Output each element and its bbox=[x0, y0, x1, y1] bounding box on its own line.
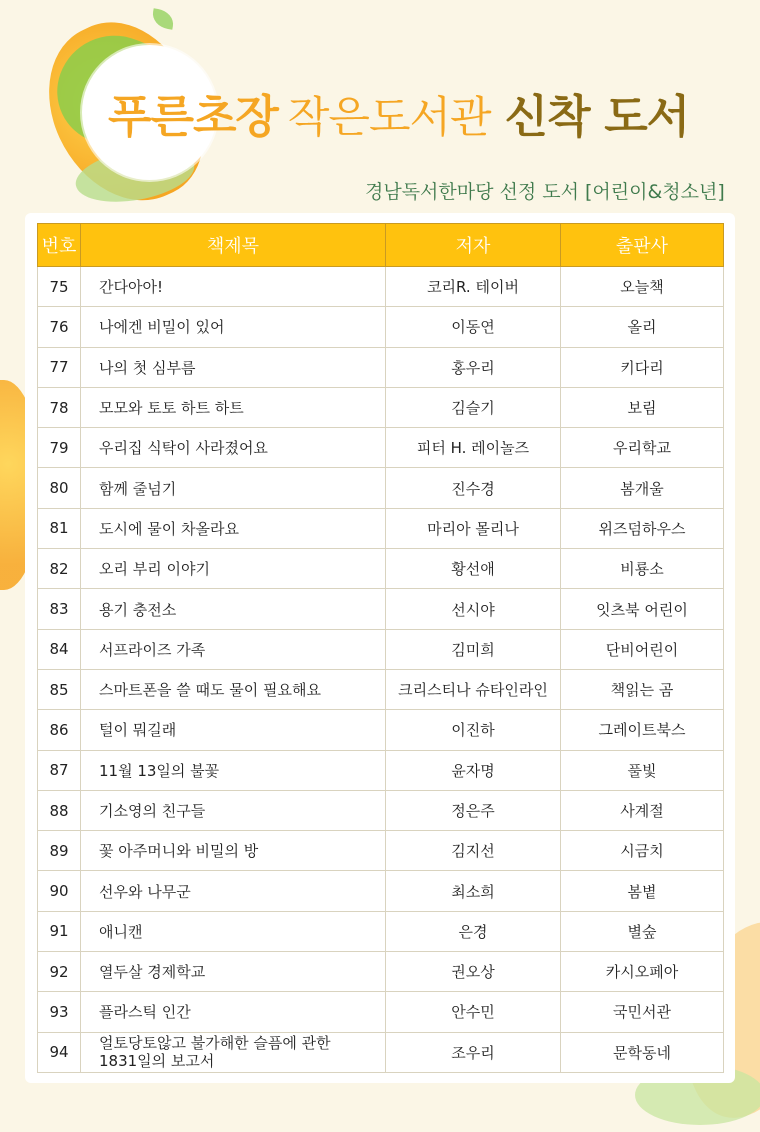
book-title: 간다아아! bbox=[81, 267, 386, 307]
book-publisher: 책읽는 곰 bbox=[561, 669, 724, 709]
book-title: 함께 줄넘기 bbox=[81, 468, 386, 508]
book-author: 김미희 bbox=[386, 629, 561, 669]
book-publisher: 단비어린이 bbox=[561, 629, 724, 669]
book-title: 얼토당토않고 불가해한 슬픔에 관한 1831일의 보고서 bbox=[81, 1032, 386, 1072]
book-publisher: 올리 bbox=[561, 307, 724, 347]
book-number: 88 bbox=[38, 790, 81, 830]
book-author: 정은주 bbox=[386, 790, 561, 830]
table-header-row bbox=[38, 224, 724, 267]
book-publisher: 잇츠북 어린이 bbox=[561, 589, 724, 629]
book-title: 스마트폰을 쓸 때도 물이 필요해요 bbox=[81, 669, 386, 709]
title-library-type: 작은도서관 bbox=[287, 93, 491, 143]
book-number: 82 bbox=[38, 549, 81, 589]
book-number: 80 bbox=[38, 468, 81, 508]
title-library-name: 푸른초장 bbox=[108, 90, 278, 143]
table-row bbox=[38, 428, 724, 468]
book-number: 92 bbox=[38, 952, 81, 992]
book-number: 81 bbox=[38, 508, 81, 548]
book-number: 86 bbox=[38, 710, 81, 750]
book-publisher: 키다리 bbox=[561, 347, 724, 387]
book-number: 94 bbox=[38, 1032, 81, 1072]
book-title: 털이 뭐길래 bbox=[81, 710, 386, 750]
book-author: 김지선 bbox=[386, 831, 561, 871]
book-title: 플라스틱 인간 bbox=[81, 992, 386, 1032]
table-row bbox=[38, 911, 724, 951]
book-title: 열두살 경제학교 bbox=[81, 952, 386, 992]
book-author: 코리R. 테이버 bbox=[386, 267, 561, 307]
book-title: 오리 부리 이야기 bbox=[81, 549, 386, 589]
book-author: 윤자명 bbox=[386, 750, 561, 790]
book-author: 진수경 bbox=[386, 468, 561, 508]
book-number: 84 bbox=[38, 629, 81, 669]
table-row bbox=[38, 831, 724, 871]
book-table bbox=[37, 223, 724, 1073]
book-number: 75 bbox=[38, 267, 81, 307]
book-number: 78 bbox=[38, 387, 81, 427]
book-number: 77 bbox=[38, 347, 81, 387]
column-header-title: 책제목 bbox=[81, 224, 386, 267]
table-row bbox=[38, 307, 724, 347]
table-row bbox=[38, 347, 724, 387]
book-number: 87 bbox=[38, 750, 81, 790]
book-publisher: 보림 bbox=[561, 387, 724, 427]
book-publisher: 위즈덤하우스 bbox=[561, 508, 724, 548]
book-number: 89 bbox=[38, 831, 81, 871]
book-title: 선우와 나무군 bbox=[81, 871, 386, 911]
book-title: 도시에 물이 차올라요 bbox=[81, 508, 386, 548]
book-publisher: 오늘책 bbox=[561, 267, 724, 307]
book-author: 최소희 bbox=[386, 871, 561, 911]
table-row bbox=[38, 267, 724, 307]
table-row bbox=[38, 468, 724, 508]
book-publisher: 봄개울 bbox=[561, 468, 724, 508]
book-number: 93 bbox=[38, 992, 81, 1032]
decor-leaf bbox=[151, 8, 176, 30]
book-title: 나의 첫 심부름 bbox=[81, 347, 386, 387]
table-body bbox=[38, 267, 724, 1073]
book-author: 이진하 bbox=[386, 710, 561, 750]
book-author: 은경 bbox=[386, 911, 561, 951]
book-publisher: 풀빛 bbox=[561, 750, 724, 790]
book-author: 홍우리 bbox=[386, 347, 561, 387]
book-number: 76 bbox=[38, 307, 81, 347]
book-number: 90 bbox=[38, 871, 81, 911]
book-author: 피터 H. 레이놀즈 bbox=[386, 428, 561, 468]
table-row bbox=[38, 549, 724, 589]
book-author: 안수민 bbox=[386, 992, 561, 1032]
book-author: 김슬기 bbox=[386, 387, 561, 427]
table-row bbox=[38, 629, 724, 669]
book-publisher: 사계절 bbox=[561, 790, 724, 830]
table-row bbox=[38, 871, 724, 911]
book-title: 기소영의 친구들 bbox=[81, 790, 386, 830]
book-title: 모모와 토토 하트 하트 bbox=[81, 387, 386, 427]
title-new-books: 신착 도서 bbox=[504, 90, 690, 143]
book-publisher: 별숲 bbox=[561, 911, 724, 951]
column-header-author: 저자 bbox=[386, 224, 561, 267]
table-row bbox=[38, 669, 724, 709]
book-author: 권오상 bbox=[386, 952, 561, 992]
book-author: 크리스티나 슈타인라인 bbox=[386, 669, 561, 709]
book-publisher: 비룡소 bbox=[561, 549, 724, 589]
book-author: 이동연 bbox=[386, 307, 561, 347]
book-number: 83 bbox=[38, 589, 81, 629]
book-author: 황선애 bbox=[386, 549, 561, 589]
book-publisher: 국민서관 bbox=[561, 992, 724, 1032]
table-row bbox=[38, 790, 724, 830]
table-row bbox=[38, 1032, 724, 1072]
table-row bbox=[38, 710, 724, 750]
column-header-number: 번호 bbox=[38, 224, 81, 267]
book-author: 마리아 몰리나 bbox=[386, 508, 561, 548]
table-row bbox=[38, 992, 724, 1032]
table-row bbox=[38, 750, 724, 790]
book-number: 79 bbox=[38, 428, 81, 468]
book-title: 용기 충전소 bbox=[81, 589, 386, 629]
book-publisher: 카시오페아 bbox=[561, 952, 724, 992]
book-publisher: 그레이트북스 bbox=[561, 710, 724, 750]
book-title: 우리집 식탁이 사라졌어요 bbox=[81, 428, 386, 468]
book-publisher: 시금치 bbox=[561, 831, 724, 871]
page-title bbox=[108, 80, 689, 145]
book-title: 꽃 아주머니와 비밀의 방 bbox=[81, 831, 386, 871]
table-row bbox=[38, 589, 724, 629]
book-number: 91 bbox=[38, 911, 81, 951]
book-title: 서프라이즈 가족 bbox=[81, 629, 386, 669]
book-title: 나에겐 비밀이 있어 bbox=[81, 307, 386, 347]
book-author: 조우리 bbox=[386, 1032, 561, 1072]
table-row bbox=[38, 952, 724, 992]
book-title: 11월 13일의 불꽃 bbox=[81, 750, 386, 790]
book-number: 85 bbox=[38, 669, 81, 709]
table-row bbox=[38, 508, 724, 548]
book-publisher: 우리학교 bbox=[561, 428, 724, 468]
page-subtitle: 경남독서한마당 선정 도서 [어린이&청소년] bbox=[365, 181, 725, 203]
table-row bbox=[38, 387, 724, 427]
column-header-publisher: 출판사 bbox=[561, 224, 724, 267]
book-title: 애니캔 bbox=[81, 911, 386, 951]
book-publisher: 봄볕 bbox=[561, 871, 724, 911]
book-author: 선시야 bbox=[386, 589, 561, 629]
book-publisher: 문학동네 bbox=[561, 1032, 724, 1072]
